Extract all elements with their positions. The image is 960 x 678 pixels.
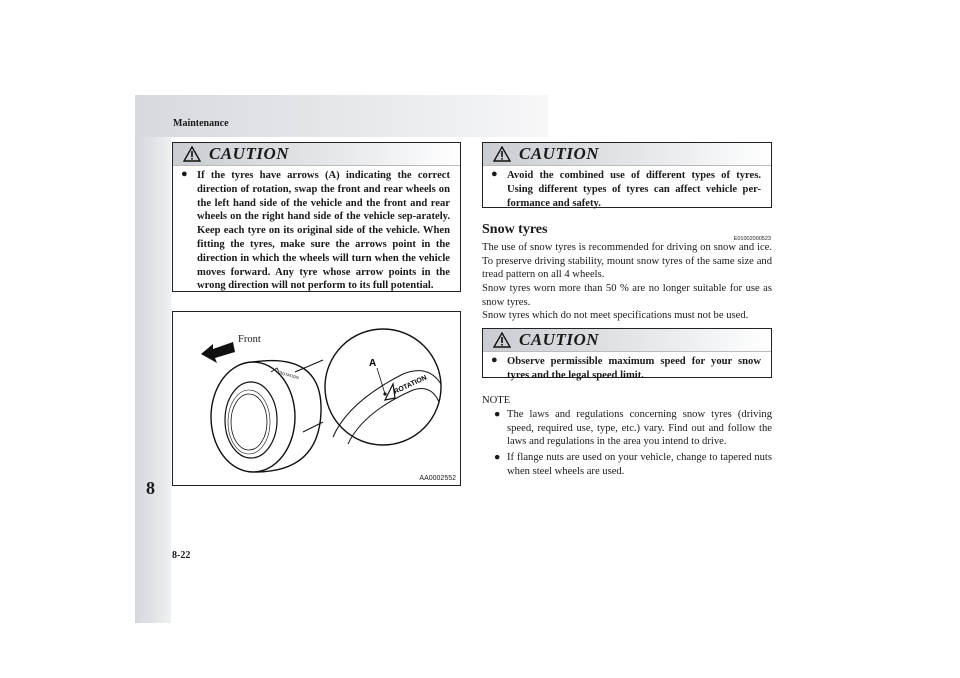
note-item [494, 408, 772, 449]
caution-text-content: If the tyres have arrows (A) indicating the correct direction of rotation, swap the front and rear wheels on the left hand side of the vehicle and the front and rear wheels on the right hand side of the vehicle sep-arately. Keep each tyre on its original side of the vehicle. When fitting the tyres, make sure the arrows point in the direction in which the wheels will turn when the vehicle moves forward. Any tyre whose arrow points in the wrong direction will not perform to its full potential. [197, 170, 450, 292]
warning-triangle-icon [493, 332, 511, 348]
front-arrow-icon [201, 342, 235, 363]
caution-label: CAUTION [209, 144, 290, 163]
caution-label: CAUTION [519, 330, 600, 349]
caution-header [483, 329, 771, 352]
header-band [135, 95, 548, 137]
tyre-illustration [173, 312, 460, 485]
snow-paragraph-2: Snow tyres worn more than 50 % are no longer suitable for use as snow tyres. [482, 283, 772, 308]
caution-text [173, 166, 460, 297]
bullet-icon: ● [494, 409, 501, 420]
note-item [494, 451, 772, 478]
caution-text [483, 352, 771, 387]
warning-triangle-icon [183, 146, 201, 162]
bullet-icon: ● [494, 452, 501, 463]
caution-box-speed [482, 328, 772, 381]
page-header-title: Maintenance [173, 118, 229, 129]
bullet-icon: ● [491, 354, 498, 366]
caution-text-content: Observe permissible maximum speed for your snow tyres and the legal speed limit. [507, 356, 761, 381]
figure-code: AA0002552 [419, 475, 456, 482]
caution-header [483, 143, 771, 166]
caution-box-rotation [172, 142, 461, 292]
chapter-side-tab [135, 137, 171, 623]
svg-text:ROTATION: ROTATION [392, 374, 429, 396]
svg-text:ROTATION: ROTATION [278, 370, 300, 381]
caution-text [483, 166, 771, 214]
warning-triangle-icon [493, 146, 511, 162]
snow-paragraph-3: Snow tyres which do not meet specifications must not be used. [482, 310, 749, 321]
note-item-text: The laws and regulations concerning snow tyres (driving speed, required use, type, etc.) vary. Find out and follow the laws and regulations in the area you intend to drive. [507, 409, 772, 447]
chapter-number: 8 [146, 478, 155, 498]
bullet-icon: ● [181, 168, 188, 180]
snow-paragraph-1: The use of snow tyres is recommended for driving on snow and ice. To preserve driving stability, mount snow tyres of the same size and tread pattern on all 4 wheels. [482, 242, 772, 281]
caution-box-tyre-types [482, 142, 772, 208]
note-item-text: If flange nuts are used on your vehicle, change to tapered nuts when steel wheels are used. [507, 452, 772, 477]
front-label: Front [238, 334, 261, 345]
section-code: E01002000523 [733, 236, 771, 242]
caution-text-content: Avoid the combined use of different types of tyres. Using different types of tyres can affect vehicle per-formance and safety. [507, 170, 761, 209]
caution-label: CAUTION [519, 144, 600, 163]
tyre-rotation-figure [172, 311, 461, 486]
bullet-icon: ● [491, 168, 498, 180]
note-title: NOTE [482, 395, 511, 406]
caution-header [173, 143, 460, 166]
section-title: Snow tyres [482, 222, 548, 237]
label-a: A [369, 358, 377, 369]
page-number: 8-22 [172, 550, 191, 561]
